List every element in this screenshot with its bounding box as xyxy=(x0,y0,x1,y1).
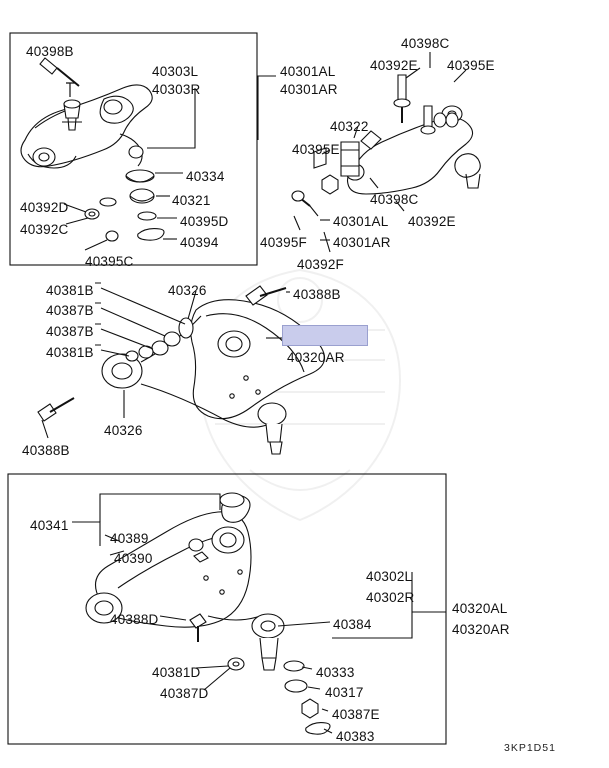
part-label-40320AR-highlighted[interactable]: 40320AR xyxy=(287,350,345,365)
part-label-40387B-1[interactable]: 40387B xyxy=(46,303,94,318)
part-label-40301AL-right[interactable]: 40301AL xyxy=(333,214,389,229)
part-label-40322[interactable]: 40322 xyxy=(330,119,369,134)
part-label-40387B-2[interactable]: 40387B xyxy=(46,324,94,339)
part-label-40395C[interactable]: 40395C xyxy=(85,254,134,269)
selected-part-highlight[interactable] xyxy=(282,325,368,346)
part-label-40302R[interactable]: 40302R xyxy=(366,590,415,605)
sheet-code: 3KP1D51 xyxy=(504,742,556,754)
part-label-40392E-right[interactable]: 40392E xyxy=(408,214,456,229)
part-label-40387E[interactable]: 40387E xyxy=(332,707,380,722)
part-label-40326-bottom[interactable]: 40326 xyxy=(104,423,143,438)
part-label-40395E-left[interactable]: 40395E xyxy=(292,142,340,157)
part-label-40395D[interactable]: 40395D xyxy=(180,214,229,229)
part-label-40398C-right[interactable]: 40398C xyxy=(370,192,419,207)
part-label-40383[interactable]: 40383 xyxy=(336,729,375,744)
part-label-40394[interactable]: 40394 xyxy=(180,235,219,250)
part-label-40381D[interactable]: 40381D xyxy=(152,665,201,680)
part-label-40389[interactable]: 40389 xyxy=(110,531,149,546)
part-label-40388B-bottom[interactable]: 40388B xyxy=(22,443,70,458)
part-label-40388D[interactable]: 40388D xyxy=(110,612,159,627)
part-label-40388B-top[interactable]: 40388B xyxy=(293,287,341,302)
part-label-40326-top[interactable]: 40326 xyxy=(168,283,207,298)
part-label-40398B[interactable]: 40398B xyxy=(26,44,74,59)
part-label-40302L[interactable]: 40302L xyxy=(366,569,413,584)
part-label-40390[interactable]: 40390 xyxy=(114,551,153,566)
part-label-40317[interactable]: 40317 xyxy=(325,685,364,700)
part-label-40392F[interactable]: 40392F xyxy=(297,257,344,272)
part-label-40398C-top[interactable]: 40398C xyxy=(401,36,450,51)
part-label-40303L[interactable]: 40303L xyxy=(152,64,199,79)
part-label-40395E-top[interactable]: 40395E xyxy=(447,58,495,73)
part-label-40301AR-top[interactable]: 40301AR xyxy=(280,82,338,97)
part-label-40321[interactable]: 40321 xyxy=(172,193,211,208)
part-label-40301AL-top[interactable]: 40301AL xyxy=(280,64,336,79)
part-label-40387D[interactable]: 40387D xyxy=(160,686,209,701)
part-label-40381B-1[interactable]: 40381B xyxy=(46,283,94,298)
part-label-40320AL[interactable]: 40320AL xyxy=(452,601,508,616)
part-label-40392D[interactable]: 40392D xyxy=(20,200,69,215)
part-label-40341[interactable]: 40341 xyxy=(30,518,69,533)
part-label-40301AR-right[interactable]: 40301AR xyxy=(333,235,391,250)
part-label-40303R[interactable]: 40303R xyxy=(152,82,201,97)
part-label-40333[interactable]: 40333 xyxy=(316,665,355,680)
part-label-40381B-2[interactable]: 40381B xyxy=(46,345,94,360)
part-label-40384[interactable]: 40384 xyxy=(333,617,372,632)
part-label-40395F[interactable]: 40395F xyxy=(260,235,307,250)
part-label-40392C[interactable]: 40392C xyxy=(20,222,69,237)
part-label-40334[interactable]: 40334 xyxy=(186,169,225,184)
part-label-40392E-top[interactable]: 40392E xyxy=(370,58,418,73)
part-label-40320AR-bottom[interactable]: 40320AR xyxy=(452,622,510,637)
